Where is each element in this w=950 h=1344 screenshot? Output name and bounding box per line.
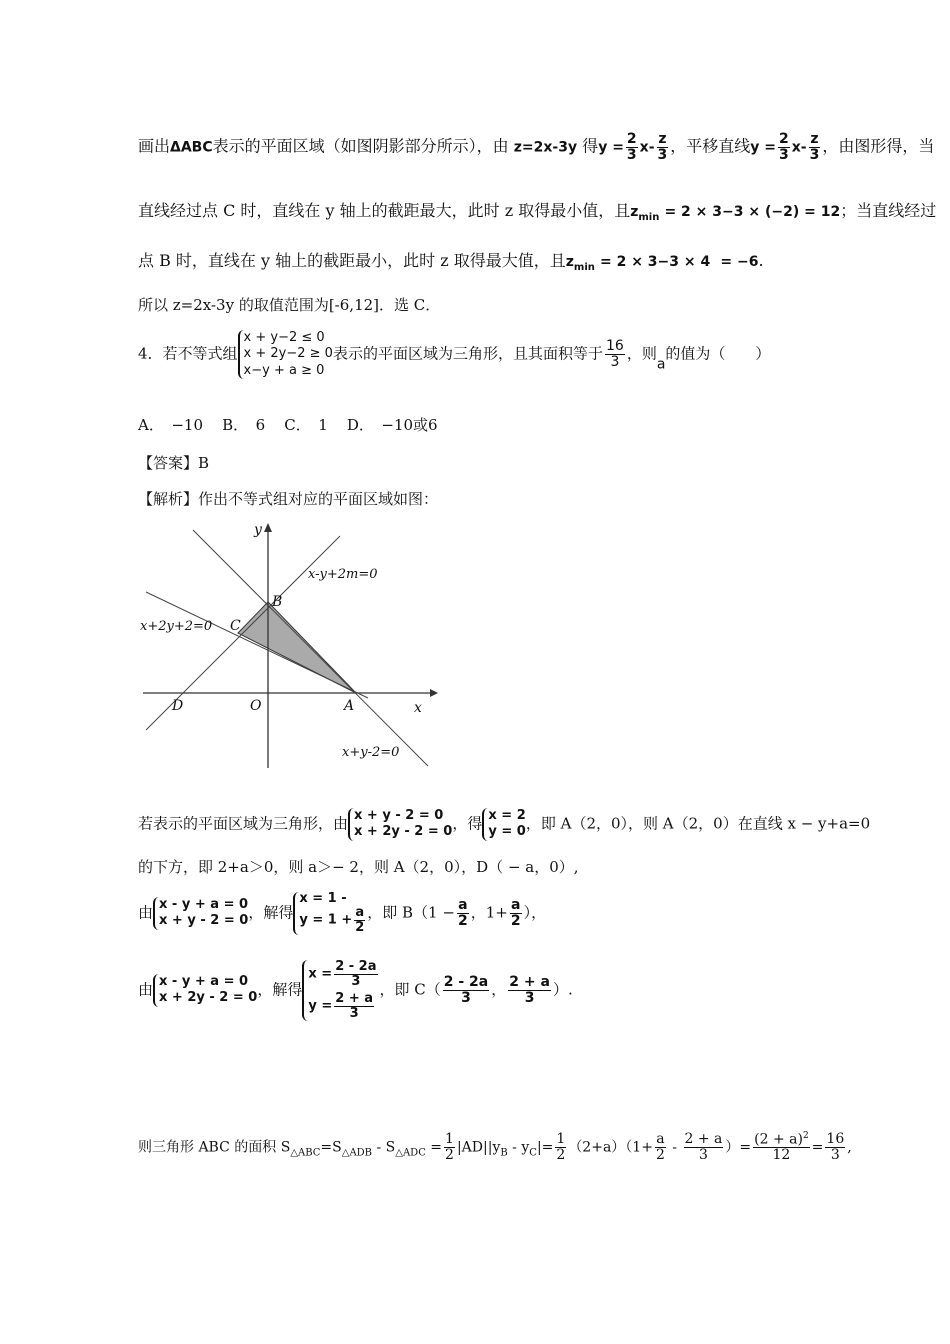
- region-graph: [138, 518, 438, 773]
- fraction: $\frac{2}{3}$: [626, 131, 637, 163]
- text: ，解得: [257, 980, 303, 999]
- fraction: $\frac{a}{2}$: [457, 897, 468, 929]
- line-label-1: x-y+2m=0: [308, 567, 378, 582]
- solution-line-1: [138, 132, 934, 162]
- equation: z=2x-3y: [513, 139, 578, 156]
- fraction: $\frac{16}{3}$: [605, 338, 624, 370]
- x-axis-label: x: [414, 700, 422, 716]
- question-number: 4．若不等式组: [138, 344, 238, 363]
- text: ），: [523, 903, 547, 922]
- origin-label: O: [250, 698, 262, 714]
- equation: = 2 × 3−3 × (−2) = 12: [664, 204, 841, 220]
- text: ，平移直线: [670, 136, 751, 156]
- option-a[interactable]: A． −10: [138, 416, 203, 434]
- fraction: $\frac{2 + a}{3}$: [684, 1131, 723, 1164]
- solution-step-1: [138, 808, 870, 841]
- line-label-2: x+2y+2=0: [140, 619, 213, 634]
- text: 表示的平面区域（如图阴影部分所示），由: [212, 136, 509, 156]
- variable-a: a: [656, 356, 666, 373]
- y-axis-arrow-icon: [264, 523, 272, 532]
- solution-step-3: [138, 892, 546, 935]
- text: 直线经过点 C 时，直线在 y 轴上的截距最大，此时 z 取得最小值，且: [138, 201, 631, 220]
- text: 的值为（ ）: [665, 344, 771, 363]
- point-b-label: B: [272, 594, 283, 610]
- text: 得: [582, 136, 599, 156]
- text: 由: [138, 980, 154, 999]
- fraction: $\frac{z}{3}$: [657, 131, 668, 163]
- text: ；当直线经过: [840, 201, 937, 220]
- option-b[interactable]: B． 6: [222, 416, 266, 434]
- solution-line-2: [138, 198, 936, 223]
- x-axis-arrow-icon: [430, 689, 438, 697]
- text: ，由图形得，当: [822, 136, 935, 156]
- triangle-label: ΔABC: [170, 139, 213, 156]
- point-d-label: D: [172, 698, 184, 714]
- area-equation: 则三角形 ABC 的面积 $S_{\triangle ABC}=S_{\triangle ADB} - S_{\triangle ADC}$ = $\frac{1}{2}$ $|AD||y_B - y_C|=$ $\frac{1}{2}$ （2+a）（1+ $\frac{a}{2}$ - $\frac{2 + a}{3}$ ）= $\frac{(2 + a)^2}{12}$ = $\frac{16}{3}$ ,: [138, 1131, 852, 1164]
- line-x-2y-2: [146, 592, 368, 698]
- fraction-result: $\frac{16}{3}$: [826, 1131, 845, 1164]
- equation-system: x - y + a = 0 x + 2y - 2 = 0: [153, 974, 257, 1007]
- fraction-half: $\frac{1}{2}$: [445, 1131, 454, 1164]
- text: ，得: [452, 814, 483, 833]
- equation-system: x - y + a = 0 x + y - 2 = 0: [153, 897, 248, 930]
- equation: y =: [750, 139, 777, 156]
- line-label-3: x+y-2=0: [342, 745, 400, 760]
- point-c-label: C: [230, 618, 241, 634]
- solution-system: x = 1 - y = 1 + $\frac{a}{2}$: [293, 892, 367, 935]
- text: ，即 B（1 −: [367, 903, 455, 922]
- solution-step-4: [138, 960, 573, 1021]
- text: ，1+: [470, 903, 508, 922]
- equation: x-: [791, 139, 807, 156]
- fraction: $\frac{2 + a}{3}$: [509, 974, 550, 1006]
- answer: 【答案】B: [138, 454, 210, 472]
- fraction: $\frac{z}{3}$: [809, 131, 820, 163]
- equation: = 2 × 3−3 × 4: [599, 254, 711, 270]
- fraction: $\frac{a}{2}$: [510, 897, 521, 929]
- text: ，: [491, 980, 507, 999]
- shaded-triangle: [238, 602, 356, 693]
- equation: y =: [598, 139, 624, 156]
- point-a-label: A: [344, 698, 355, 714]
- z-min: $z_{min}$: [565, 254, 595, 273]
- fraction: $\frac{2}{3}$: [779, 131, 789, 163]
- text: ，即 C（: [379, 980, 441, 999]
- text: ，解得: [248, 903, 294, 922]
- fraction-half: $\frac{1}{2}$: [556, 1131, 566, 1164]
- question-4: [138, 330, 770, 379]
- solution-step-2: 的下方，即 2+a＞0，则 a＞− 2，则 A（2，0），D（ − a，0）,: [138, 858, 579, 876]
- solution-line-3: [138, 248, 764, 273]
- text: ，即 A（2，0），则 A（2，0）在直线 x − y+a=0: [525, 814, 871, 833]
- fraction: $\frac{a}{2}$: [655, 1131, 665, 1164]
- y-axis-label: y: [254, 522, 262, 538]
- text: 表示的平面区域为三角形，且其面积等于: [332, 344, 603, 363]
- equation: x-: [639, 139, 655, 156]
- fraction: $\frac{2 - 2a}{3}$: [443, 974, 489, 1006]
- analysis-intro: 【解析】作出不等式组对应的平面区域如图：: [138, 490, 439, 508]
- z-min: $z_{min}$: [630, 204, 660, 223]
- text: 由: [138, 903, 154, 922]
- option-d[interactable]: D． −10或6: [346, 416, 438, 434]
- option-c[interactable]: C． 1: [284, 416, 328, 434]
- text: 若表示的平面区域为三角形，由: [138, 814, 349, 833]
- equation-system: x + y - 2 = 0 x + 2y - 2 = 0: [348, 808, 452, 841]
- text: 画出: [138, 136, 171, 156]
- equation-system: x = 2 y = 0: [482, 808, 525, 841]
- text: 点 B 时，直线在 y 轴上的截距最小，此时 z 取得最大值，且: [138, 251, 566, 270]
- text: ，则: [626, 344, 657, 363]
- range-conclusion: 所以 z=2x-3y 的取值范围为[-6,12]．选 C．: [138, 296, 441, 314]
- inequality-system: x + y−2 ≤ 0 x + 2y−2 ≥ 0 x−y + a ≥ 0: [238, 330, 333, 379]
- text: ）.: [552, 980, 573, 999]
- equation: = −6: [720, 254, 759, 270]
- solution-system: x = $\frac{2 - 2a}{3}$ y = $\frac{2 + a}{3}$: [302, 960, 379, 1021]
- options-row: [138, 414, 438, 435]
- text: .: [758, 251, 764, 270]
- fraction-square: $\frac{(2 + a)^2}{12}$: [754, 1131, 809, 1164]
